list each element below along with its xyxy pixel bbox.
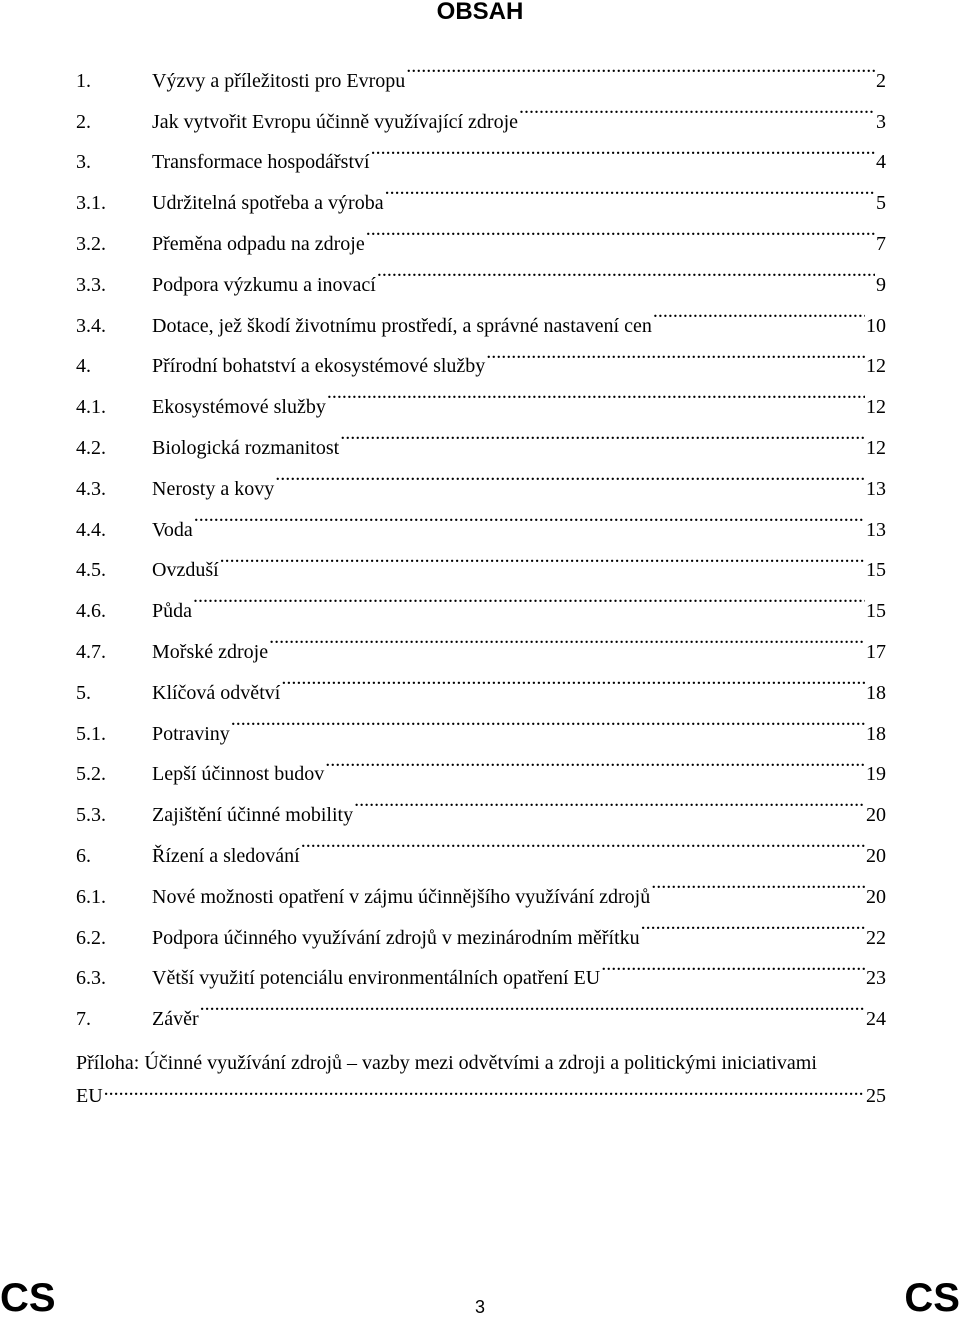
toc-entry-number: 6. (76, 844, 91, 867)
toc-entry-number: 6.2. (76, 926, 106, 949)
toc-entry[interactable] (76, 617, 886, 663)
toc-entry-number: 5.3. (76, 804, 106, 827)
toc-entry-page: 13 (866, 518, 886, 541)
toc-entry-page: 18 (866, 722, 886, 745)
toc-entry-page: 20 (866, 885, 886, 908)
toc-entry-page: 12 (866, 396, 886, 419)
toc-entry-label: Voda (152, 518, 193, 541)
toc-entry-label: Nové možnosti opatření v zájmu účinnějšího využívání zdrojů (152, 885, 651, 908)
toc-entry-label: Podpora výzkumu a inovací (152, 273, 376, 296)
toc-dot-leader (275, 454, 865, 495)
toc-dot-leader (269, 617, 865, 658)
toc-dot-leader (385, 168, 875, 209)
toc-entry-label: Výzvy a příležitosti pro Evropu (152, 69, 406, 92)
toc-dot-leader (406, 46, 875, 87)
toc-entry-label: Jak vytvořit Evropu účinně využívající zdroje (152, 110, 519, 133)
toc-entry-page: 18 (866, 681, 886, 704)
toc-entry-number: 3. (76, 151, 91, 174)
toc-entry[interactable] (76, 536, 886, 582)
toc-entry-label: Lepší účinnost budov (152, 763, 325, 786)
toc-entry-number: 4.1. (76, 396, 106, 419)
toc-entry-number: 4.5. (76, 559, 106, 582)
toc-entry-number: 4.6. (76, 600, 106, 623)
toc-entry-page: 24 (866, 1008, 886, 1031)
toc-entry-label: Ekosystémové služby (152, 396, 326, 419)
toc-entry-number: 4. (76, 355, 91, 378)
toc-dot-leader (325, 740, 865, 781)
toc-entry-number: 1. (76, 69, 91, 92)
toc-entry-number: 5.2. (76, 763, 106, 786)
toc-dot-leader (340, 413, 865, 454)
toc-entry-number: 3.3. (76, 273, 106, 296)
toc-entry-page: 23 (866, 967, 886, 990)
toc-entry[interactable] (76, 495, 886, 541)
table-of-contents (76, 46, 886, 1031)
toc-entry-label: Mořské zdroje (152, 640, 269, 663)
toc-entry-page: 17 (866, 640, 886, 663)
toc-dot-leader (327, 372, 865, 413)
toc-entry-number: 6.1. (76, 885, 106, 908)
toc-entry-label: Přírodní bohatství a ekosystémové služby (152, 355, 486, 378)
toc-entry-label: Klíčová odvětví (152, 681, 281, 704)
toc-entry-number: 3.2. (76, 232, 106, 255)
toc-appendix-entry[interactable] (76, 1050, 886, 1109)
toc-entry-label: Zajištění účinné mobility (152, 804, 354, 827)
toc-entry-label: Transformace hospodářství (152, 151, 370, 174)
toc-dot-leader (354, 780, 865, 821)
toc-entry[interactable] (76, 576, 886, 623)
toc-dot-leader (653, 291, 865, 332)
toc-entry-number: 4.4. (76, 518, 106, 541)
toc-dot-leader (231, 699, 865, 740)
toc-dot-leader (641, 903, 865, 944)
toc-dot-leader (601, 944, 865, 985)
toc-entry-page: 20 (866, 804, 886, 827)
toc-dot-leader (281, 658, 865, 699)
toc-entry-label: Přeměna odpadu na zdroje (152, 232, 365, 255)
toc-entry-number: 4.2. (76, 436, 106, 459)
toc-entry-number: 2. (76, 110, 91, 133)
toc-entry-label: Dotace, jež škodí životnímu prostředí, a správné nastavení cen (152, 314, 652, 337)
toc-entry-label: Větší využití potenciálu environmentálních opatření EU (152, 967, 601, 990)
toc-entry-page: 5 (876, 192, 886, 215)
toc-entry-page: 15 (866, 600, 886, 623)
toc-appendix-label: Příloha: Účinné využívání zdrojů – vazby mezi odvětvími a zdroji a politickými iniciativami (76, 1052, 817, 1074)
toc-dot-leader (519, 87, 875, 128)
toc-appendix-label-cont: EU (76, 1085, 103, 1107)
toc-entry-page: 4 (876, 151, 886, 174)
toc-entry-number: 3.4. (76, 314, 106, 337)
toc-entry-label: Udržitelná spotřeba a výroba (152, 192, 384, 215)
toc-title: OBSAH (436, 0, 524, 25)
toc-entry-page: 10 (866, 314, 886, 337)
toc-dot-leader (220, 536, 865, 577)
toc-entry-label: Ovzduší (152, 559, 219, 582)
toc-dot-leader (193, 576, 865, 617)
toc-entry-label: Potraviny (152, 722, 230, 745)
toc-dot-leader (200, 984, 865, 1025)
toc-entry-number: 6.3. (76, 967, 106, 990)
toc-entry-page: 9 (876, 273, 886, 296)
toc-dot-leader (366, 209, 875, 250)
toc-entry-label: Nerosty a kovy (152, 477, 275, 500)
toc-entry-label: Řízení a sledování (152, 844, 300, 867)
toc-entry-number: 4.3. (76, 477, 106, 500)
toc-dot-leader (377, 250, 875, 291)
toc-entry-label: Závěr (152, 1008, 199, 1031)
toc-entry-page: 20 (866, 844, 886, 867)
toc-entry-label: Podpora účinného využívání zdrojů v mezinárodním měřítku (152, 926, 640, 949)
toc-entry-page: 19 (866, 763, 886, 786)
toc-entry-label: Biologická rozmanitost (152, 436, 340, 459)
toc-appendix-page: 25 (866, 1085, 886, 1107)
toc-dot-leader (194, 495, 865, 536)
toc-entry-page: 12 (866, 436, 886, 459)
toc-entry-page: 22 (866, 926, 886, 949)
toc-entry-page: 2 (876, 69, 886, 92)
page-number: 3 (474, 1297, 485, 1317)
toc-entry-page: 15 (866, 559, 886, 582)
toc-dot-leader (371, 128, 875, 169)
toc-entry-number: 5.1. (76, 722, 106, 745)
footer-language-left: CS (0, 1276, 56, 1320)
toc-appendix-line2 (76, 1076, 886, 1109)
toc-entry[interactable] (76, 46, 886, 92)
toc-entry-number: 7. (76, 1008, 91, 1031)
toc-entry-page: 13 (866, 477, 886, 500)
footer-language-right: CS (904, 1276, 960, 1320)
toc-entry-page: 7 (876, 232, 886, 255)
toc-entry-label: Půda (152, 600, 192, 623)
toc-entry-number: 5. (76, 681, 91, 704)
toc-dot-leader (301, 821, 865, 862)
toc-dot-leader (651, 862, 865, 903)
toc-entry-number: 4.7. (76, 640, 106, 663)
toc-entry-number: 3.1. (76, 192, 106, 215)
toc-entry-page: 12 (866, 355, 886, 378)
toc-entry-page: 3 (876, 110, 886, 133)
toc-dot-leader (104, 1076, 865, 1102)
toc-dot-leader (486, 332, 865, 373)
